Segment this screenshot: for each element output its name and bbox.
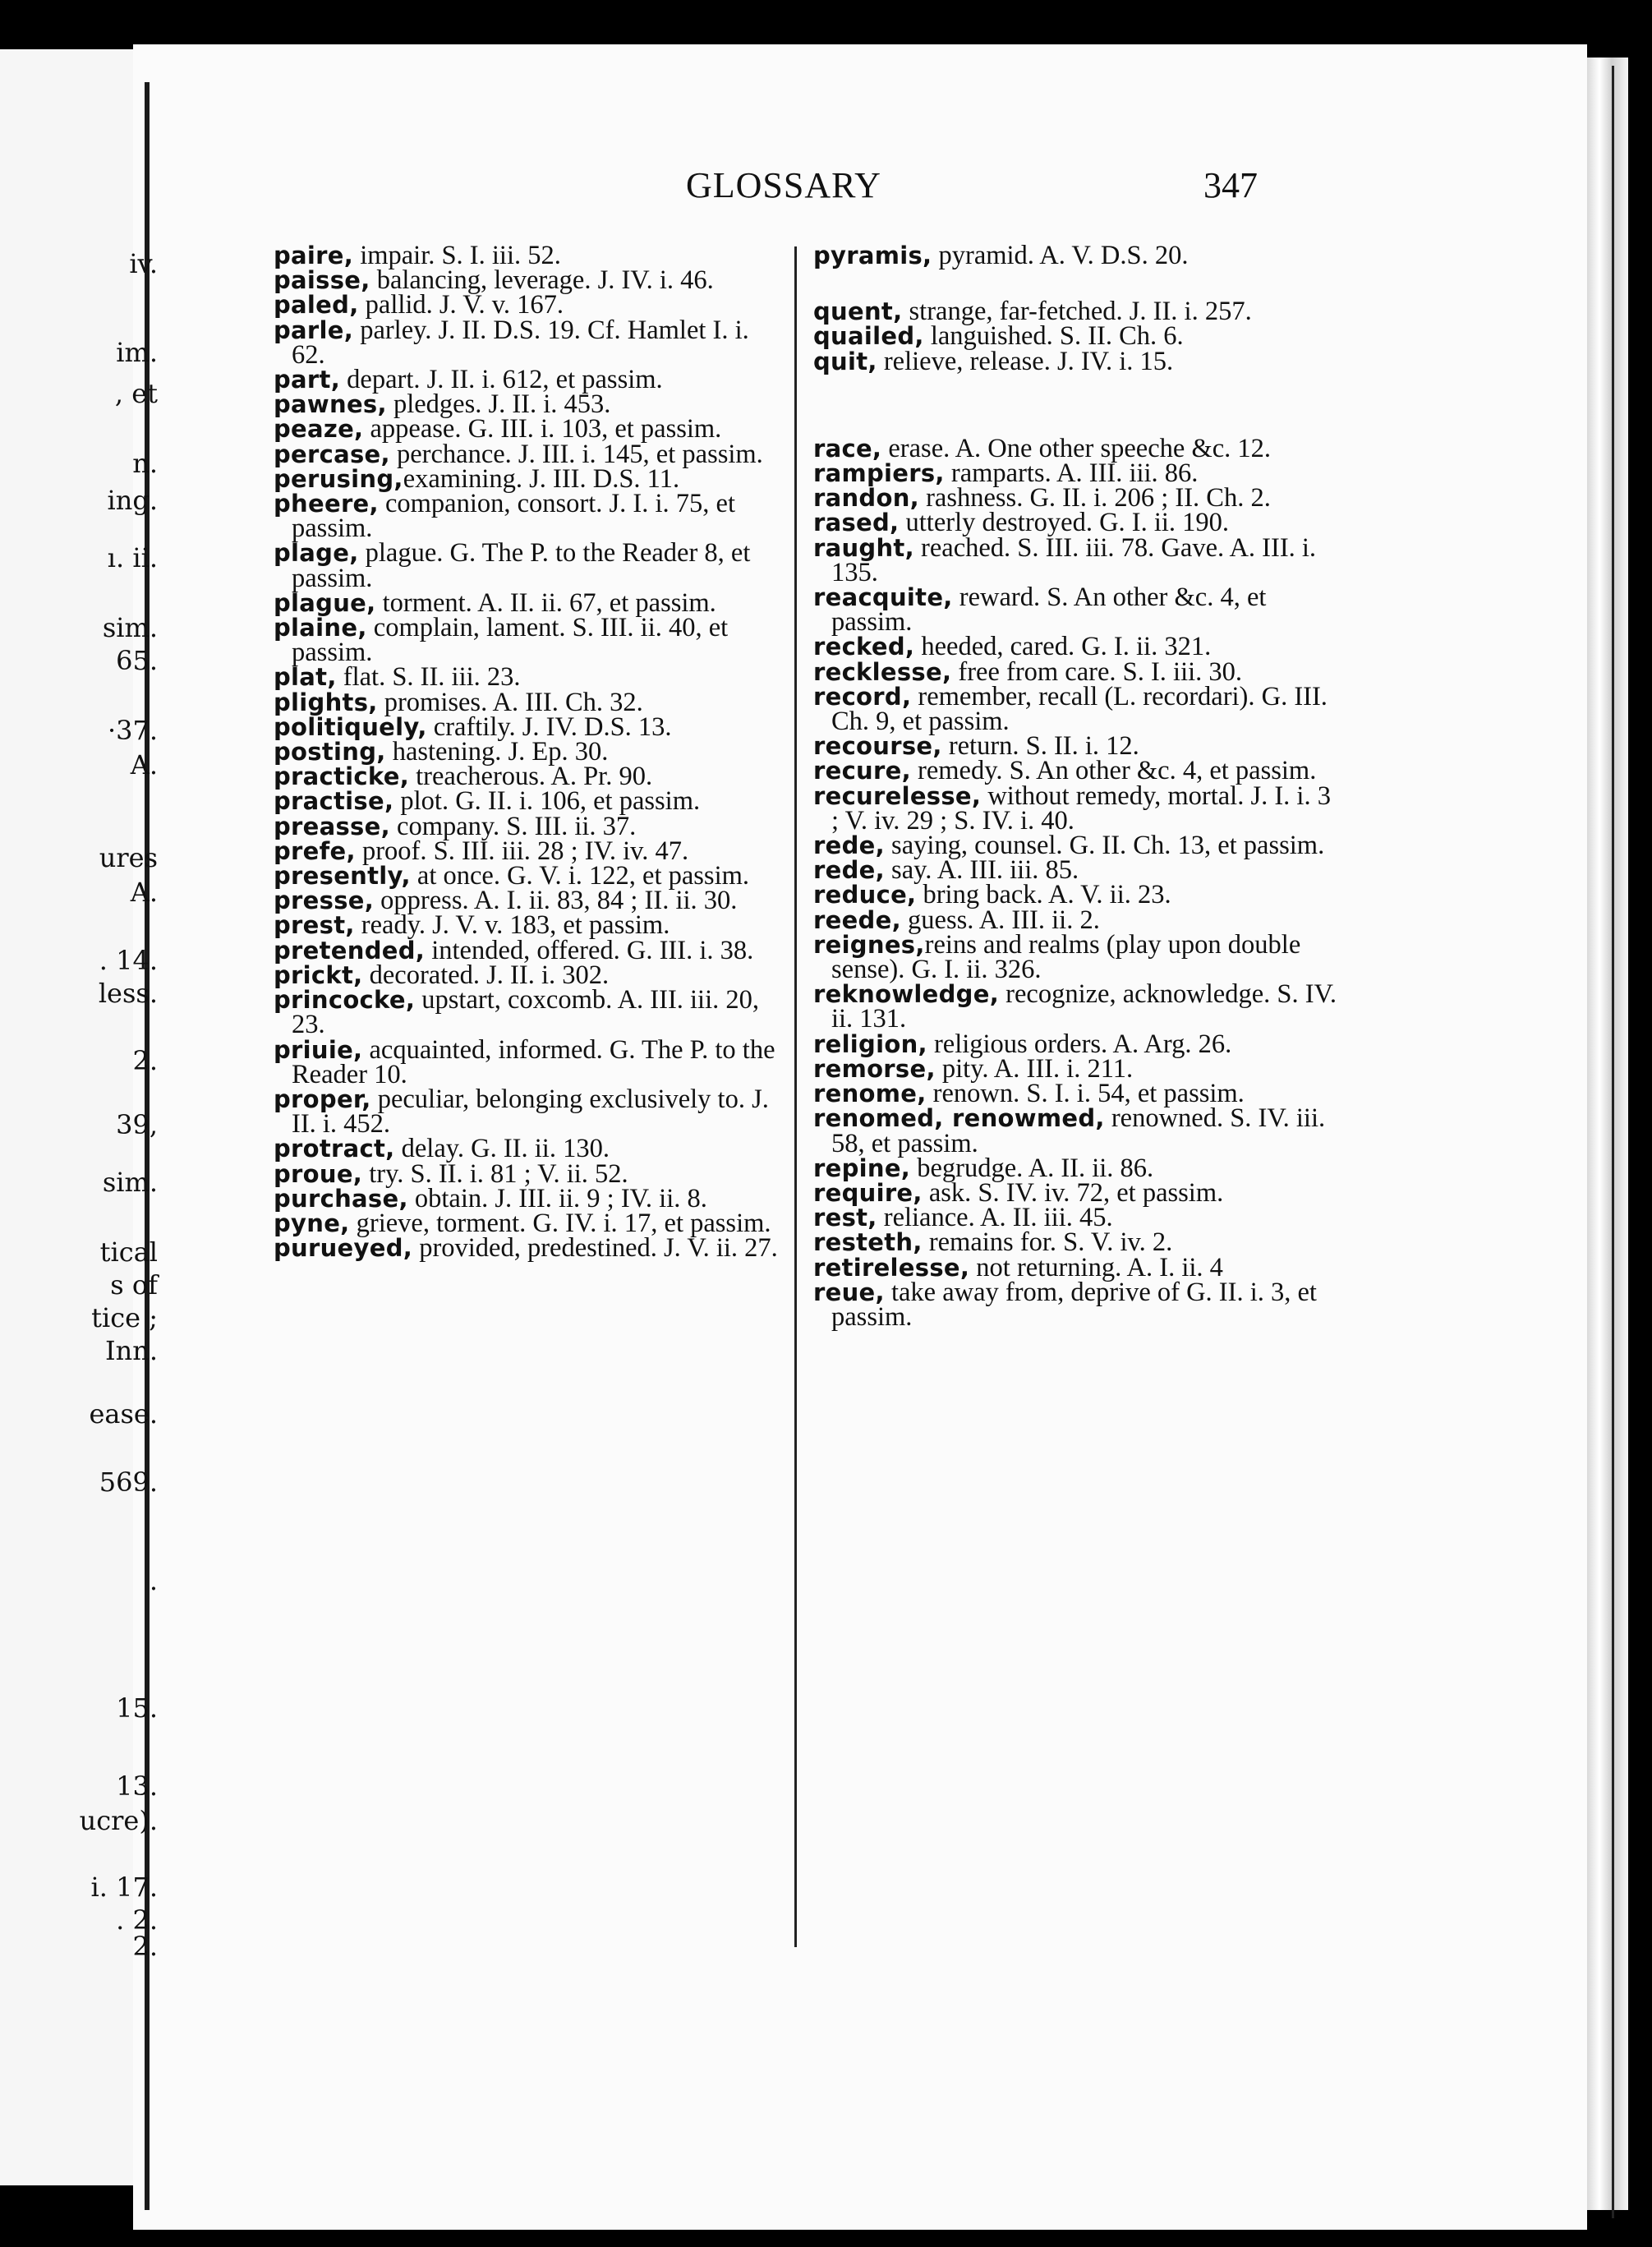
glossary-term: paire,	[274, 242, 354, 269]
left-page-fragment: . 2.	[116, 1904, 158, 1936]
glossary-entry	[274, 389, 783, 420]
glossary-term: preasse,	[274, 812, 390, 840]
glossary-term: rest,	[813, 1204, 877, 1232]
left-page-fragment: s of	[110, 1269, 158, 1301]
glossary-definition: ask. S. IV. iv. 72, et passim.	[922, 1177, 1224, 1208]
glossary-entry	[274, 1084, 783, 1140]
glossary-entry	[274, 243, 783, 268]
page-number: 347	[1203, 165, 1258, 205]
glossary-definition: appease. G. III. i. 103, et passim.	[363, 414, 722, 444]
glossary-entry	[274, 711, 783, 742]
glossary-definition: say. A. III. iii. 85.	[884, 855, 1079, 886]
glossary-definition: plague. G. The P. to the Reader 8, et passim.	[292, 538, 751, 593]
glossary-term: part,	[274, 366, 341, 394]
glossary-definition: ready. J. V. v. 183, et passim.	[354, 910, 670, 941]
glossary-entry	[274, 985, 783, 1040]
glossary-entry	[813, 297, 1339, 327]
glossary-term: priuie,	[274, 1035, 363, 1064]
left-page-fragment: 39,	[116, 1109, 158, 1140]
left-page-fragment: 569.	[99, 1467, 158, 1498]
glossary-definition: torment. A. II. ii. 67, et passim.	[375, 587, 716, 618]
glossary-entry	[813, 1029, 1339, 1059]
glossary-definition: examining. J. III. D.S. 11.	[403, 463, 680, 494]
left-page-fragment: sim.	[102, 1167, 158, 1198]
left-page-fragment: iv.	[129, 248, 158, 279]
glossary-term: require,	[813, 1178, 923, 1207]
glossary-entry	[274, 315, 783, 370]
glossary-entry	[274, 662, 783, 693]
glossary-term: paled,	[274, 291, 359, 320]
left-page-fragment: im.	[116, 337, 158, 368]
glossary-definition: reins and realms (play upon double sense). G. I. ii. 326.	[831, 929, 1301, 985]
glossary-entry	[274, 836, 783, 866]
glossary-term: percase,	[274, 440, 390, 468]
glossary-term: reduce,	[813, 881, 917, 909]
glossary-definition: guess. A. III. ii. 2.	[900, 905, 1100, 935]
glossary-definition: begrudge. A. II. ii. 86.	[910, 1153, 1154, 1183]
glossary-entry	[813, 632, 1339, 662]
glossary-entry	[274, 910, 783, 941]
glossary-term: record,	[813, 682, 912, 711]
glossary-entry	[813, 346, 1339, 376]
glossary-column-right	[813, 241, 1339, 1332]
glossary-definition: erase. A. One other speeche &c. 12.	[881, 433, 1272, 463]
glossary-entry	[813, 979, 1339, 1034]
glossary-entry	[813, 929, 1339, 985]
glossary-entry	[813, 1153, 1339, 1183]
glossary-term: raught,	[813, 533, 914, 562]
left-page-fragment: ucre).	[79, 1805, 158, 1836]
glossary-entry	[274, 1183, 783, 1213]
glossary-definition: renown. S. I. i. 54, et passim.	[926, 1079, 1245, 1109]
glossary-term: purueyed,	[274, 1234, 413, 1263]
glossary-term: reede,	[813, 905, 901, 934]
glossary-term: rede,	[813, 856, 885, 885]
glossary-definition: saying, counsel. G. II. Ch. 13, et passim.	[884, 831, 1325, 861]
left-page-fragment: 2.	[132, 1045, 158, 1076]
glossary-entry	[813, 831, 1339, 861]
left-page-fragment: ing.	[107, 485, 158, 516]
glossary-definition: company. S. III. ii. 37.	[389, 811, 637, 841]
section-gap	[813, 374, 1339, 436]
glossary-definition: heeded, cared. G. I. ii. 321.	[914, 632, 1212, 662]
glossary-term: pawnes,	[274, 390, 387, 419]
glossary-definition: reward. S. An other &c. 4, et passim.	[831, 582, 1267, 638]
glossary-definition: at once. G. V. i. 122, et passim.	[410, 861, 750, 891]
glossary-term: proper,	[274, 1084, 371, 1113]
glossary-definition: treacherous. A. Pr. 90.	[409, 762, 653, 792]
glossary-entry	[813, 880, 1339, 910]
glossary-entry	[274, 935, 783, 965]
glossary-term: practise,	[274, 787, 394, 816]
glossary-definition: recognize, acknowledge. S. IV. ii. 131.	[831, 979, 1337, 1034]
glossary-term: recked,	[813, 633, 915, 661]
left-page-fragment: sim.	[102, 612, 158, 643]
glossary-entry	[813, 243, 1339, 268]
glossary-term: reacquite,	[813, 583, 953, 612]
glossary-entry	[813, 508, 1339, 538]
glossary-definition: promises. A. III. Ch. 32.	[377, 687, 643, 717]
glossary-entry	[274, 687, 783, 717]
glossary-entry	[274, 414, 783, 444]
glossary-entry	[813, 656, 1339, 687]
glossary-definition: return. S. II. i. 12.	[941, 731, 1139, 762]
glossary-term: recure,	[813, 757, 911, 785]
glossary-entry	[274, 290, 783, 320]
glossary-definition: free from care. S. I. iii. 30.	[951, 656, 1243, 687]
glossary-definition: utterly destroyed. G. I. ii. 190.	[899, 508, 1230, 538]
glossary-definition: upstart, coxcomb. A. III. iii. 20, 23.	[292, 985, 759, 1040]
glossary-term: pyramis,	[813, 242, 932, 269]
glossary-definition: balancing, leverage. J. IV. i. 46.	[370, 265, 714, 296]
glossary-definition: flat. S. II. iii. 23.	[336, 662, 521, 693]
glossary-term: peaze,	[274, 415, 364, 444]
glossary-entry	[813, 458, 1339, 489]
glossary-definition: bring back. A. V. ii. 23.	[916, 880, 1171, 910]
glossary-entry	[813, 582, 1339, 638]
glossary-entry	[274, 489, 783, 544]
page-edge-line	[1612, 66, 1614, 2218]
left-page-fragment: A.	[130, 877, 158, 908]
glossary-term: prickt,	[274, 960, 363, 989]
glossary-definition: decorated. J. II. i. 302.	[362, 960, 610, 990]
glossary-definition: take away from, deprive of G. II. i. 3, et passim.	[831, 1277, 1317, 1332]
glossary-definition: craftily. J. IV. D.S. 13.	[426, 711, 672, 742]
glossary-term: plague,	[274, 588, 376, 617]
glossary-entry	[813, 483, 1339, 513]
glossary-term: quent,	[813, 297, 903, 326]
glossary-term: proue,	[274, 1159, 363, 1188]
glossary-term: posting,	[274, 738, 386, 767]
glossary-entry	[274, 1208, 783, 1238]
glossary-entry	[813, 1103, 1339, 1158]
glossary-term: purchase,	[274, 1184, 408, 1213]
glossary-entry	[274, 786, 783, 817]
page-title: GLOSSARY	[686, 165, 881, 205]
left-page-fragment: A.	[130, 749, 158, 780]
left-page-fragment: Inn.	[104, 1335, 158, 1366]
glossary-entry	[274, 538, 783, 593]
glossary-definition: not returning. A. I. ii. 4	[969, 1252, 1223, 1282]
glossary-term: renome,	[813, 1080, 927, 1108]
glossary-entry	[813, 1177, 1339, 1208]
left-page-fragment: i. 17.	[90, 1872, 158, 1903]
left-page-fragment: ı. ii.	[107, 542, 158, 573]
glossary-column-left	[274, 241, 783, 1264]
glossary-entry	[274, 811, 783, 841]
glossary-definition: pallid. J. V. v. 167.	[358, 290, 564, 320]
glossary-entry	[274, 737, 783, 767]
glossary-definition: proof. S. III. iii. 28 ; IV. iv. 47.	[355, 836, 689, 866]
glossary-definition: oppress. A. I. ii. 83, 84 ; II. ii. 30.	[374, 886, 738, 916]
glossary-definition: reliance. A. II. iii. 45.	[877, 1203, 1113, 1233]
glossary-definition: parley. J. II. D.S. 19. Cf. Hamlet I. i. 62.	[292, 315, 749, 370]
glossary-definition: languished. S. II. Ch. 6.	[923, 321, 1184, 352]
glossary-definition: acquainted, informed. G. The P. to the Reader 10.	[292, 1034, 775, 1089]
left-page-fragment: .	[149, 1565, 158, 1596]
left-page-fragment: tice ;	[91, 1302, 158, 1333]
glossary-entry	[274, 1233, 783, 1264]
glossary-term: race,	[813, 434, 882, 463]
glossary-entry	[274, 463, 783, 494]
glossary-term: parle,	[274, 315, 354, 344]
glossary-definition: plot. G. II. i. 106, et passim.	[393, 786, 701, 817]
glossary-entry	[274, 365, 783, 395]
glossary-definition: try. S. II. i. 81 ; V. ii. 52.	[362, 1158, 628, 1189]
glossary-entry	[813, 1053, 1339, 1084]
glossary-term: protract,	[274, 1135, 395, 1163]
glossary-entry	[813, 905, 1339, 935]
glossary-term: paisse,	[274, 266, 370, 295]
page-edge	[1587, 58, 1628, 2210]
glossary-definition: remedy. S. An other &c. 4, et passim.	[910, 756, 1317, 786]
glossary-definition: ramparts. A. III. iii. 86.	[944, 458, 1199, 489]
glossary-term: plights,	[274, 688, 378, 716]
glossary-term: rased,	[813, 509, 900, 537]
glossary-term: quailed,	[813, 322, 924, 351]
glossary-definition: relieve, release. J. IV. i. 15.	[877, 346, 1174, 376]
section-gap	[813, 268, 1339, 299]
glossary-entry	[813, 532, 1339, 587]
glossary-term: repine,	[813, 1153, 911, 1182]
glossary-term: reue,	[813, 1278, 885, 1306]
glossary-definition: complain, lament. S. III. ii. 40, et passim.	[292, 613, 729, 668]
glossary-entry	[813, 731, 1339, 762]
left-page-fragment: tical	[99, 1236, 158, 1268]
glossary-entry	[813, 855, 1339, 886]
left-page-fragment: 2.	[132, 1931, 158, 1962]
glossary-term: prefe,	[274, 836, 356, 865]
glossary-definition: impair. S. I. iii. 52.	[353, 241, 561, 270]
glossary-definition: obtain. J. III. ii. 9 ; IV. ii. 8.	[407, 1183, 707, 1213]
glossary-term: renomed, renowmed,	[813, 1104, 1105, 1133]
glossary-definition: remember, recall (L. recordari). G. III. Ch. 9, et passim.	[831, 681, 1328, 737]
glossary-term: reignes,	[813, 930, 925, 959]
glossary-definition: provided, predestined. J. V. ii. 27.	[412, 1233, 778, 1264]
glossary-definition: religious orders. A. Arg. 26.	[927, 1029, 1232, 1059]
glossary-term: pretended,	[274, 936, 426, 965]
glossary-term: pyne,	[274, 1209, 350, 1237]
glossary-term: recourse,	[813, 732, 942, 761]
glossary-entry	[813, 1227, 1339, 1258]
glossary-entry	[813, 1203, 1339, 1233]
glossary-definition: pyramid. A. V. D.S. 20.	[932, 241, 1189, 270]
glossary-term: plat,	[274, 663, 337, 692]
glossary-definition: perchance. J. III. i. 145, et passim.	[389, 439, 763, 469]
glossary-term: practicke,	[274, 762, 410, 791]
glossary-definition: hastening. J. Ep. 30.	[385, 737, 609, 767]
glossary-entry	[274, 439, 783, 469]
glossary-entry	[813, 780, 1339, 836]
glossary-definition: strange, far-fetched. J. II. i. 257.	[902, 297, 1252, 327]
glossary-definition: remains for. S. V. iv. 2.	[922, 1227, 1173, 1258]
glossary-entry	[813, 1252, 1339, 1282]
glossary-definition: pity. A. III. i. 211.	[935, 1053, 1134, 1084]
left-page-fragment: , et	[114, 378, 158, 409]
glossary-entry	[813, 681, 1339, 737]
glossary-term: princocke,	[274, 986, 416, 1015]
glossary-term: presently,	[274, 862, 411, 891]
glossary-definition: delay. G. II. ii. 130.	[394, 1134, 610, 1164]
glossary-entry	[274, 960, 783, 990]
glossary-entry	[274, 861, 783, 891]
glossary-entry	[274, 1158, 783, 1189]
left-page-fragment: . 14.	[99, 945, 158, 976]
glossary-entry	[813, 756, 1339, 786]
glossary-term: plage,	[274, 539, 359, 568]
glossary-term: perusing,	[274, 464, 403, 493]
glossary-term: rampiers,	[813, 459, 945, 488]
glossary-term: plaine,	[274, 614, 367, 642]
glossary-definition: companion, consort. J. I. i. 75, et passim.	[292, 489, 735, 544]
left-page-fragment: ures	[99, 842, 158, 873]
glossary-term: rede,	[813, 831, 885, 860]
glossary-term: resteth,	[813, 1228, 923, 1257]
left-page-fragment: n.	[132, 448, 158, 479]
glossary-entry	[813, 1079, 1339, 1109]
glossary-term: randon,	[813, 484, 919, 513]
left-page-fragment: 15.	[116, 1692, 158, 1724]
column-divider	[794, 246, 797, 1947]
left-page-fragment: 13.	[116, 1770, 158, 1802]
glossary-entry	[813, 1277, 1339, 1332]
glossary-entry	[274, 1134, 783, 1164]
glossary-entry	[274, 613, 783, 668]
glossary-definition: peculiar, belonging exclusively to. J. II. i. 452.	[292, 1084, 769, 1140]
glossary-entry	[274, 762, 783, 792]
glossary-term: retirelesse,	[813, 1253, 970, 1282]
glossary-entry	[274, 886, 783, 916]
left-page-fragment: ·37.	[107, 715, 158, 746]
glossary-definition: intended, offered. G. III. i. 38.	[425, 935, 754, 965]
glossary-entry	[813, 433, 1339, 463]
glossary-term: reknowledge,	[813, 980, 1000, 1009]
glossary-definition: grieve, torment. G. IV. i. 17, et passim.	[349, 1208, 771, 1238]
glossary-definition: without remedy, mortal. J. I. i. 3 ; V. iv. 29 ; S. IV. i. 40.	[831, 780, 1331, 836]
glossary-definition: pledges. J. II. i. 453.	[386, 389, 611, 420]
glossary-entry	[813, 321, 1339, 352]
glossary-term: politiquely,	[274, 712, 427, 741]
glossary-term: recurelesse,	[813, 781, 982, 810]
glossary-term: recklesse,	[813, 657, 952, 686]
glossary-definition: renowned. S. IV. iii. 58, et passim.	[831, 1103, 1326, 1158]
left-page-fragment: ease.	[89, 1398, 158, 1430]
glossary-term: remorse,	[813, 1054, 936, 1083]
glossary-term: presse,	[274, 886, 375, 915]
glossary-term: quit,	[813, 347, 877, 375]
glossary-definition: rashness. G. II. i. 206 ; II. Ch. 2.	[918, 483, 1271, 513]
left-page-fragment: 65.	[116, 645, 158, 676]
glossary-term: religion,	[813, 1029, 927, 1058]
glossary-term: prest,	[274, 911, 355, 940]
glossary-definition: depart. J. II. i. 612, et passim.	[340, 365, 663, 395]
glossary-entry	[274, 587, 783, 618]
left-page-fragment: less.	[98, 978, 158, 1009]
glossary-entry	[274, 265, 783, 296]
glossary-definition: reached. S. III. iii. 78. Gave. A. III. i. 135.	[831, 532, 1317, 587]
glossary-term: pheere,	[274, 490, 379, 518]
glossary-entry	[274, 1034, 783, 1089]
